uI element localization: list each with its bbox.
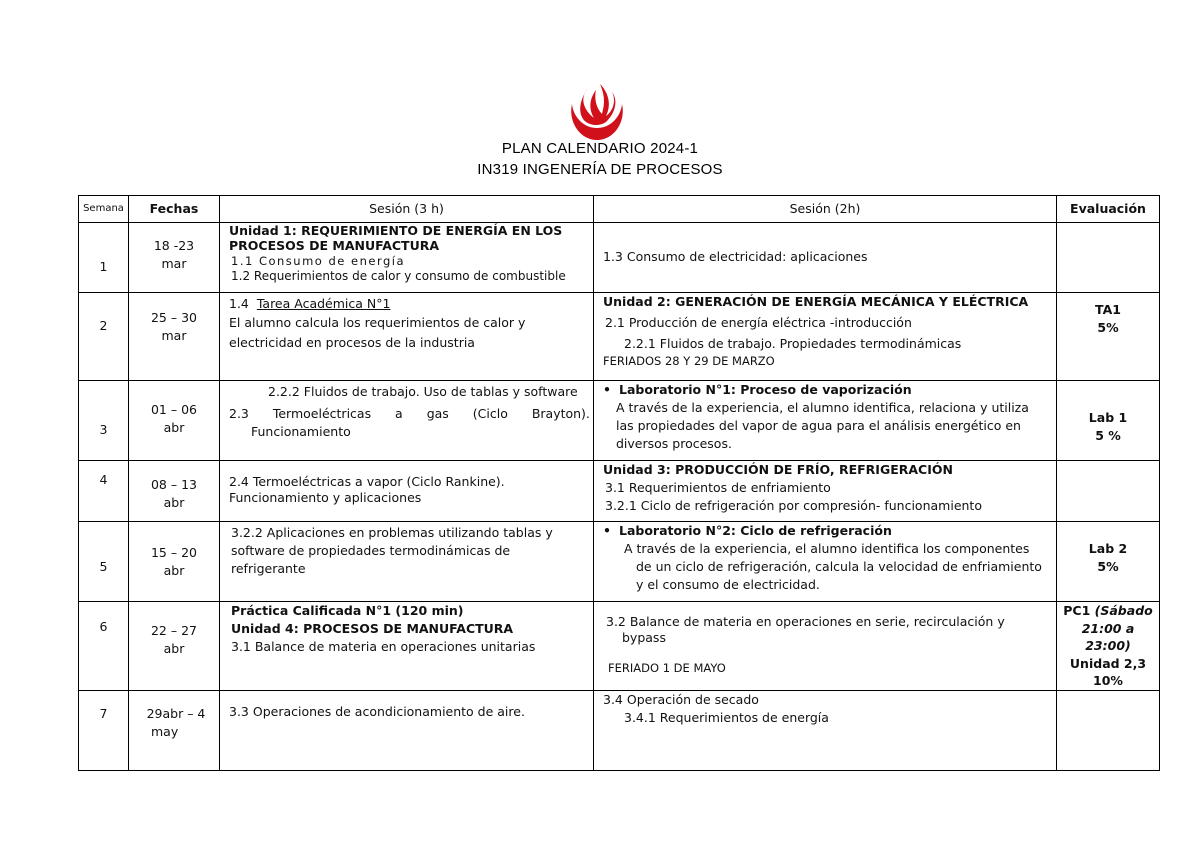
cell-sesion-2h: 3.2 Balance de materia en operaciones en serie, recirculación y bypass FERIADO 1 DE MAYO: [594, 602, 1057, 691]
cell-fechas: 08 – 13 abr: [129, 461, 220, 522]
cell-sesion-3h: 2.4 Termoeléctricas a vapor (Ciclo Rankine). Funcionamiento y aplicaciones: [220, 461, 594, 522]
cell-evaluacion: [1057, 461, 1160, 522]
cell-semana: 1: [79, 223, 129, 293]
cell-semana: 6: [79, 602, 129, 691]
cell-semana: 3: [79, 381, 129, 461]
table-row: [79, 602, 1160, 691]
cell-sesion-3h: 1.4 Tarea Académica N°1 El alumno calcula los requerimientos de calor y electricidad en procesos de la industria: [220, 293, 594, 381]
upc-logo: [566, 82, 628, 142]
cell-fechas: 18 -23 mar: [129, 223, 220, 293]
header-semana: Semana: [79, 196, 129, 223]
cell-sesion-2h: • Laboratorio N°2: Ciclo de refrigeración A través de la experiencia, el alumno identifica los componentes de un ciclo de refrigeración, calcula la velocidad de enfriamiento y el consumo de electricidad.: [594, 522, 1057, 602]
table-row: [79, 381, 1160, 461]
table-header-row: [79, 196, 1160, 223]
cell-evaluacion: Lab 1 5 %: [1057, 381, 1160, 461]
header-sesion-3h: Sesión (3 h): [220, 196, 594, 223]
cell-sesion-3h: 2.2.2 Fluidos de trabajo. Uso de tablas y software 2.3 Termoeléctricas a gas (Ciclo Brayton). Funcionamiento: [220, 381, 594, 461]
table-row: [79, 223, 1160, 293]
cell-fechas: 25 – 30 mar: [129, 293, 220, 381]
table-row: [79, 522, 1160, 602]
cell-sesion-3h: 3.3 Operaciones de acondicionamiento de aire.: [220, 690, 594, 770]
cell-fechas: 15 – 20 abr: [129, 522, 220, 602]
page-title: PLAN CALENDARIO 2024-1: [501, 140, 699, 157]
cell-evaluacion: [1057, 223, 1160, 293]
cell-sesion-2h: 3.4 Operación de secado 3.4.1 Requerimientos de energía: [594, 690, 1057, 770]
table-row: [79, 293, 1160, 381]
cell-semana: 4: [79, 461, 129, 522]
cell-sesion-3h: 3.2.2 Aplicaciones en problemas utilizando tablas y software de propiedades termodinámicas de refrigerante: [220, 522, 594, 602]
cell-fechas: 01 – 06 abr: [129, 381, 220, 461]
table-row: [79, 461, 1160, 522]
cell-evaluacion: [1057, 690, 1160, 770]
cell-fechas: 22 – 27 abr: [129, 602, 220, 691]
cell-evaluacion: PC1 (Sábado 21:00 a 23:00) Unidad 2,3 10%: [1057, 602, 1160, 691]
cell-sesion-2h: Unidad 2: GENERACIÓN DE ENERGÍA MECÁNICA Y ELÉCTRICA 2.1 Producción de energía eléctrica -introducción 2.2.1 Fluidos de trabajo. Propiedades termodinámicas FERIADOS 28 Y 29 DE MARZO: [594, 293, 1057, 381]
cell-sesion-3h: Unidad 1: REQUERIMIENTO DE ENERGÍA EN LOS PROCESOS DE MANUFACTURA 1.1 Consumo de energía 1.2 Requerimientos de calor y consumo de combustible: [220, 223, 594, 293]
cell-sesion-2h: • Laboratorio N°1: Proceso de vaporización A través de la experiencia, el alumno identifica, relaciona y utiliza las propiedades del vapor de agua para el análisis energético en diversos procesos.: [594, 381, 1057, 461]
cell-fechas: 29abr – 4 may: [129, 690, 220, 770]
page-subtitle: IN319 INGENERÍA DE PROCESOS: [477, 161, 723, 178]
schedule-table: [78, 195, 1160, 771]
cell-evaluacion: Lab 2 5%: [1057, 522, 1160, 602]
header-evaluacion: Evaluación: [1057, 196, 1160, 223]
cell-sesion-3h: Práctica Calificada N°1 (120 min) Unidad 4: PROCESOS DE MANUFACTURA 3.1 Balance de materia en operaciones unitarias: [220, 602, 594, 691]
cell-sesion-2h: 1.3 Consumo de electricidad: aplicaciones: [594, 223, 1057, 293]
cell-semana: 7: [79, 690, 129, 770]
cell-semana: 5: [79, 522, 129, 602]
header-fechas: Fechas: [129, 196, 220, 223]
cell-semana: 2: [79, 293, 129, 381]
cell-sesion-2h: Unidad 3: PRODUCCIÓN DE FRÍO, REFRIGERACIÓN 3.1 Requerimientos de enfriamiento 3.2.1 Ciclo de refrigeración por compresión- funcionamiento: [594, 461, 1057, 522]
cell-evaluacion: TA1 5%: [1057, 293, 1160, 381]
header-sesion-2h: Sesión (2h): [594, 196, 1057, 223]
table-row: [79, 690, 1160, 770]
